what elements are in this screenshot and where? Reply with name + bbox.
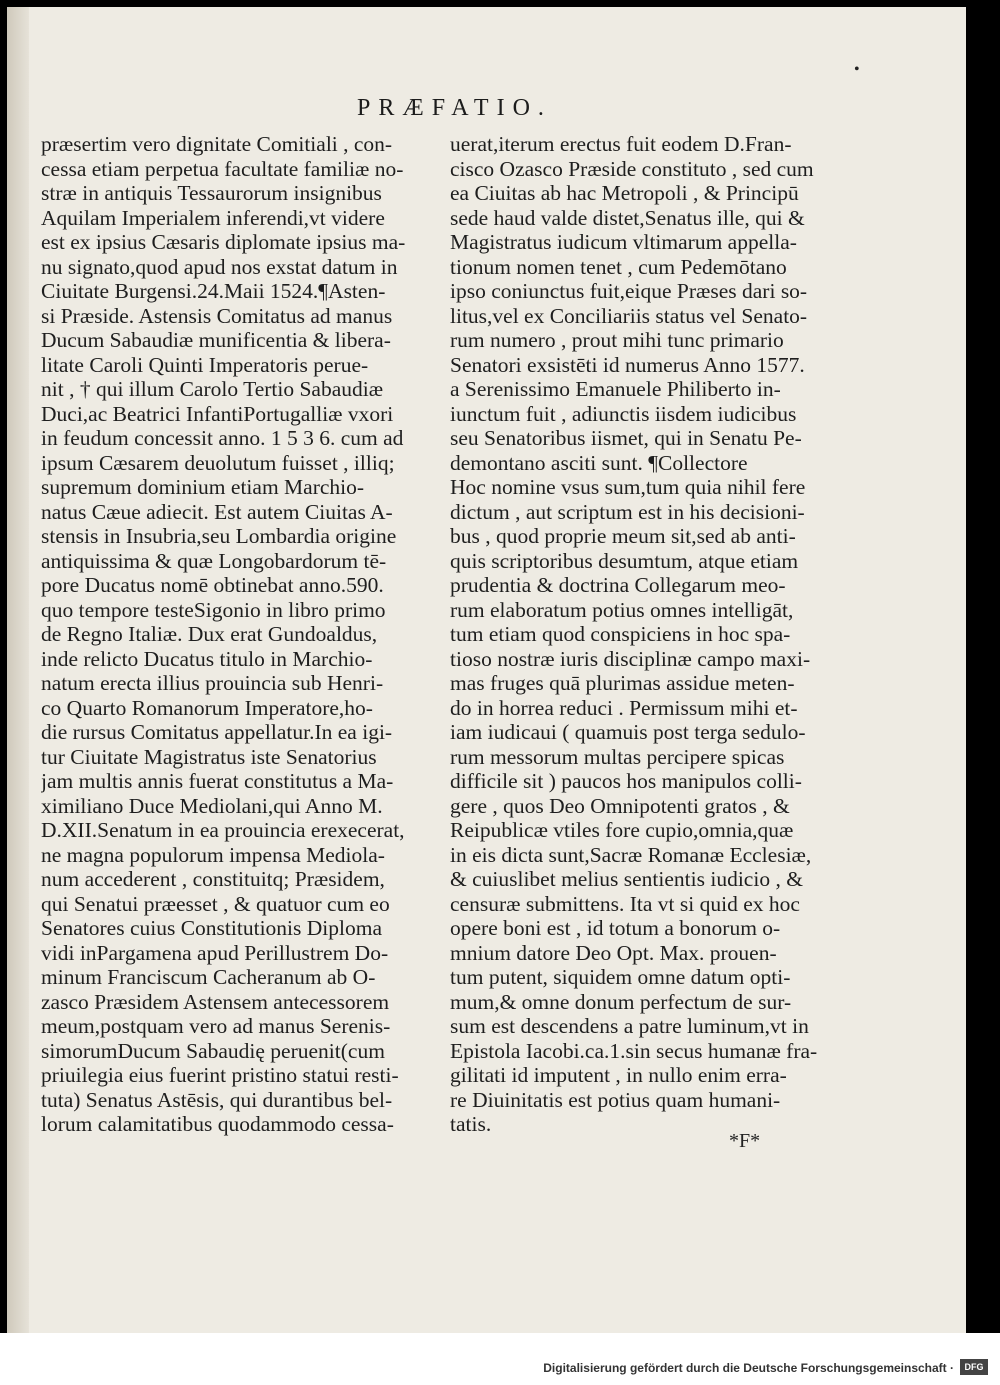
text-line: ea Ciuitas ab hac Metropoli , & Principū — [450, 181, 799, 205]
page-mark: • — [854, 61, 860, 78]
text-line: est ex ipsius Cæsaris diplomate ipsius ma- — [41, 230, 406, 254]
text-line: Senatori exsistēti id numerus Anno 1577. — [450, 352, 805, 377]
text-line: bus , quod proprie meum sit,sed ab anti- — [450, 524, 796, 548]
text-line: nit , † qui illum Carolo Tertio Sabaudiæ — [41, 377, 384, 401]
text-line: do in horrea reduci . Permissum mihi et- — [450, 695, 798, 720]
text-line: mnium datore Deo Opt. Max. prouen- — [450, 940, 777, 965]
page-gutter — [7, 7, 29, 1333]
text-line: re Diuinitatis est potius quam humani- — [450, 1087, 781, 1112]
text-line: mum,& omne donum perfectum de sur- — [450, 989, 792, 1014]
text-line: demontano asciti sunt. ¶Collectore — [450, 450, 748, 475]
text-line: prudentia & doctrina Collegarum meo- — [450, 573, 786, 597]
text-line: co Quarto Romanorum Imperatore,ho- — [41, 695, 373, 720]
scanned-page — [7, 7, 966, 1333]
text-line: priuilegia eius fuerint pristino statui resti- — [41, 1063, 399, 1087]
text-line: opere boni est , id totum a bonorum o- — [450, 916, 781, 940]
text-line: mas fruges quā plurimas assidue meten- — [450, 671, 795, 695]
text-line: gilitati id imputent , in nullo enim erra- — [450, 1063, 787, 1087]
text-line: si Præside. Astensis Comitatus ad manus — [41, 303, 393, 328]
text-line: inde relicto Ducatus titulo in Marchio- — [41, 646, 373, 671]
text-line: qui Senatui præesset , & quatuor cum eo — [41, 891, 390, 916]
text-line: uerat,iterum erectus fuit eodem D.Fran- — [450, 132, 792, 156]
text-line: a Serenissimo Emanuele Philiberto in- — [450, 377, 781, 401]
text-line: Reipublicæ vtiles fore cupio,omnia,quæ — [450, 818, 794, 842]
text-line: cessa etiam perpetua facultate familiæ no- — [41, 156, 404, 181]
text-line: Ciuitate Burgensi.24.Maii 1524.¶Asten- — [41, 279, 386, 303]
text-line: de Regno Italiæ. Dux erat Gundoaldus, — [41, 622, 378, 646]
text-line: iunctum fuit , adiunctis iisdem iudicibus — [450, 401, 797, 426]
text-line: sede haud valde distet,Senatus ille, qui & — [450, 205, 805, 230]
text-line: Duci,ac Beatrici InfantiPortugalliæ vxori — [41, 401, 394, 426]
text-line: supremum dominium etiam Marchio- — [41, 475, 365, 499]
text-line: antiquissima & quæ Longobardorum tē- — [41, 548, 387, 573]
text-line: quo tempore testeSigonio in libro primo — [41, 597, 386, 622]
text-line: dictum , aut scriptum est in his decisioni- — [450, 499, 805, 524]
text-line: iam iudicaui ( quamuis post terga sedulo- — [450, 720, 806, 744]
text-line: Magistratus iudicum vltimarum appella- — [450, 230, 797, 254]
text-line: stræ in antiquis Tessaurorum insignibus — [41, 181, 382, 205]
text-line: ipsum Cæsarem deuolutum fuisset , illiq; — [41, 450, 395, 475]
text-line: rum messorum multas percipere spicas — [450, 744, 785, 769]
text-line: Ducum Sabaudiæ munificentia & libera- — [41, 328, 391, 352]
text-line: ximiliano Duce Mediolani,qui Anno M. — [41, 793, 383, 818]
catchword: *F* — [729, 1130, 761, 1152]
text-line: vidi inPargamena apud Perillustrem Do- — [41, 940, 389, 965]
text-line: nu signato,quod apud nos exstat datum in — [41, 254, 398, 279]
running-head: PRÆFATIO. — [357, 95, 552, 121]
text-line: censuræ submittens. Ita vt si quid ex hoc — [450, 891, 800, 916]
text-line: Aquilam Imperialem inferendi,vt videre — [41, 205, 385, 230]
text-line: seu Senatoribus iismet, qui in Senatu Pe- — [450, 426, 802, 450]
text-line: Hoc nomine vsus sum,tum quia nihil fere — [450, 475, 806, 499]
text-line: lorum calamitatibus quodammodo cessa- — [41, 1112, 394, 1136]
text-line: tur Ciuitate Magistratus iste Senatorius — [41, 744, 377, 769]
dfg-logo: DFG — [960, 1359, 988, 1375]
text-line: difficile sit ) paucos hos manipulos colli- — [450, 769, 802, 793]
text-line: tatis. — [450, 1112, 492, 1136]
text-line: die rursus Comitatus appellatur.In ea igi- — [41, 720, 393, 744]
text-line: Epistola Iacobi.ca.1.sin secus humanæ fra- — [450, 1038, 818, 1063]
text-line: & cuiuslibet melius sentientis iudicio , & — [450, 867, 803, 891]
text-line: zasco Præsidem Astensem antecessorem — [41, 989, 390, 1014]
text-line: natus Cæue adiecit. Est autem Ciuitas A- — [41, 499, 393, 524]
text-line: quis scriptoribus desumtum, atque etiam — [450, 548, 799, 573]
left-text-column — [41, 132, 436, 1137]
text-line: rum numero , prout mihi tunc primario — [450, 328, 784, 352]
text-line: tioso nostræ iuris disciplinæ campo maxi- — [450, 646, 811, 671]
text-line: gere , quos Deo Omnipotenti gratos , & — [450, 793, 790, 818]
text-line: tionum nomen tenet , cum Pedemōtano — [450, 254, 787, 279]
text-line: cisco Ozasco Præside constituto , sed cum — [450, 156, 814, 181]
text-line: stensis in Insubria,seu Lombardia origine — [41, 524, 397, 548]
text-line: Senatores cuius Constitutionis Diploma — [41, 916, 382, 940]
text-line: litus,vel ex Conciliariis status vel Senato- — [450, 303, 808, 328]
text-line: tum putent, siquidem omne datum opti- — [450, 965, 791, 989]
text-line: præsertim vero dignitate Comitiali , con- — [41, 132, 393, 156]
text-line: minum Franciscum Cacheranum ab O- — [41, 965, 376, 989]
text-line: sum est descendens a patre luminum,vt in — [450, 1014, 809, 1038]
text-line: pore Ducatus nomē obtinebat anno.590. — [41, 573, 384, 597]
text-line: ne magna populorum impensa Mediola- — [41, 842, 385, 867]
digitization-footer — [0, 1333, 1000, 1385]
text-line: natum erecta illius prouincia sub Henri- — [41, 671, 384, 695]
right-text-column — [450, 132, 825, 1137]
text-line: in eis dicta sunt,Sacræ Romanæ Ecclesiæ, — [450, 842, 812, 867]
text-line: meum,postquam vero ad manus Serenis- — [41, 1014, 391, 1038]
text-line: ipso coniunctus fuit,eique Præses dari so- — [450, 279, 808, 303]
text-line: rum elaboratum potius omnes intelligāt, — [450, 597, 794, 622]
text-line: simorumDucum Sabaudię peruenit(cum — [41, 1038, 385, 1063]
text-line: tum etiam quod conspiciens in hoc spa- — [450, 622, 791, 646]
text-line: tuta) Senatus Astēsis, qui durantibus bel- — [41, 1087, 393, 1112]
text-line: D.XII.Senatum in ea prouincia erexecerat, — [41, 818, 405, 842]
text-line: jam multis annis fuerat constitutus a Ma- — [41, 769, 394, 793]
text-line: in feudum concessit anno. 1 5 3 6. cum ad — [41, 426, 404, 450]
funding-credit: Digitalisierung gefördert durch die Deutsche Forschungsgemeinschaft · — [543, 1361, 954, 1375]
text-line: litate Caroli Quinti Imperatoris perue- — [41, 352, 369, 377]
text-line: num accederent , constituitq; Præsidem, — [41, 867, 385, 891]
